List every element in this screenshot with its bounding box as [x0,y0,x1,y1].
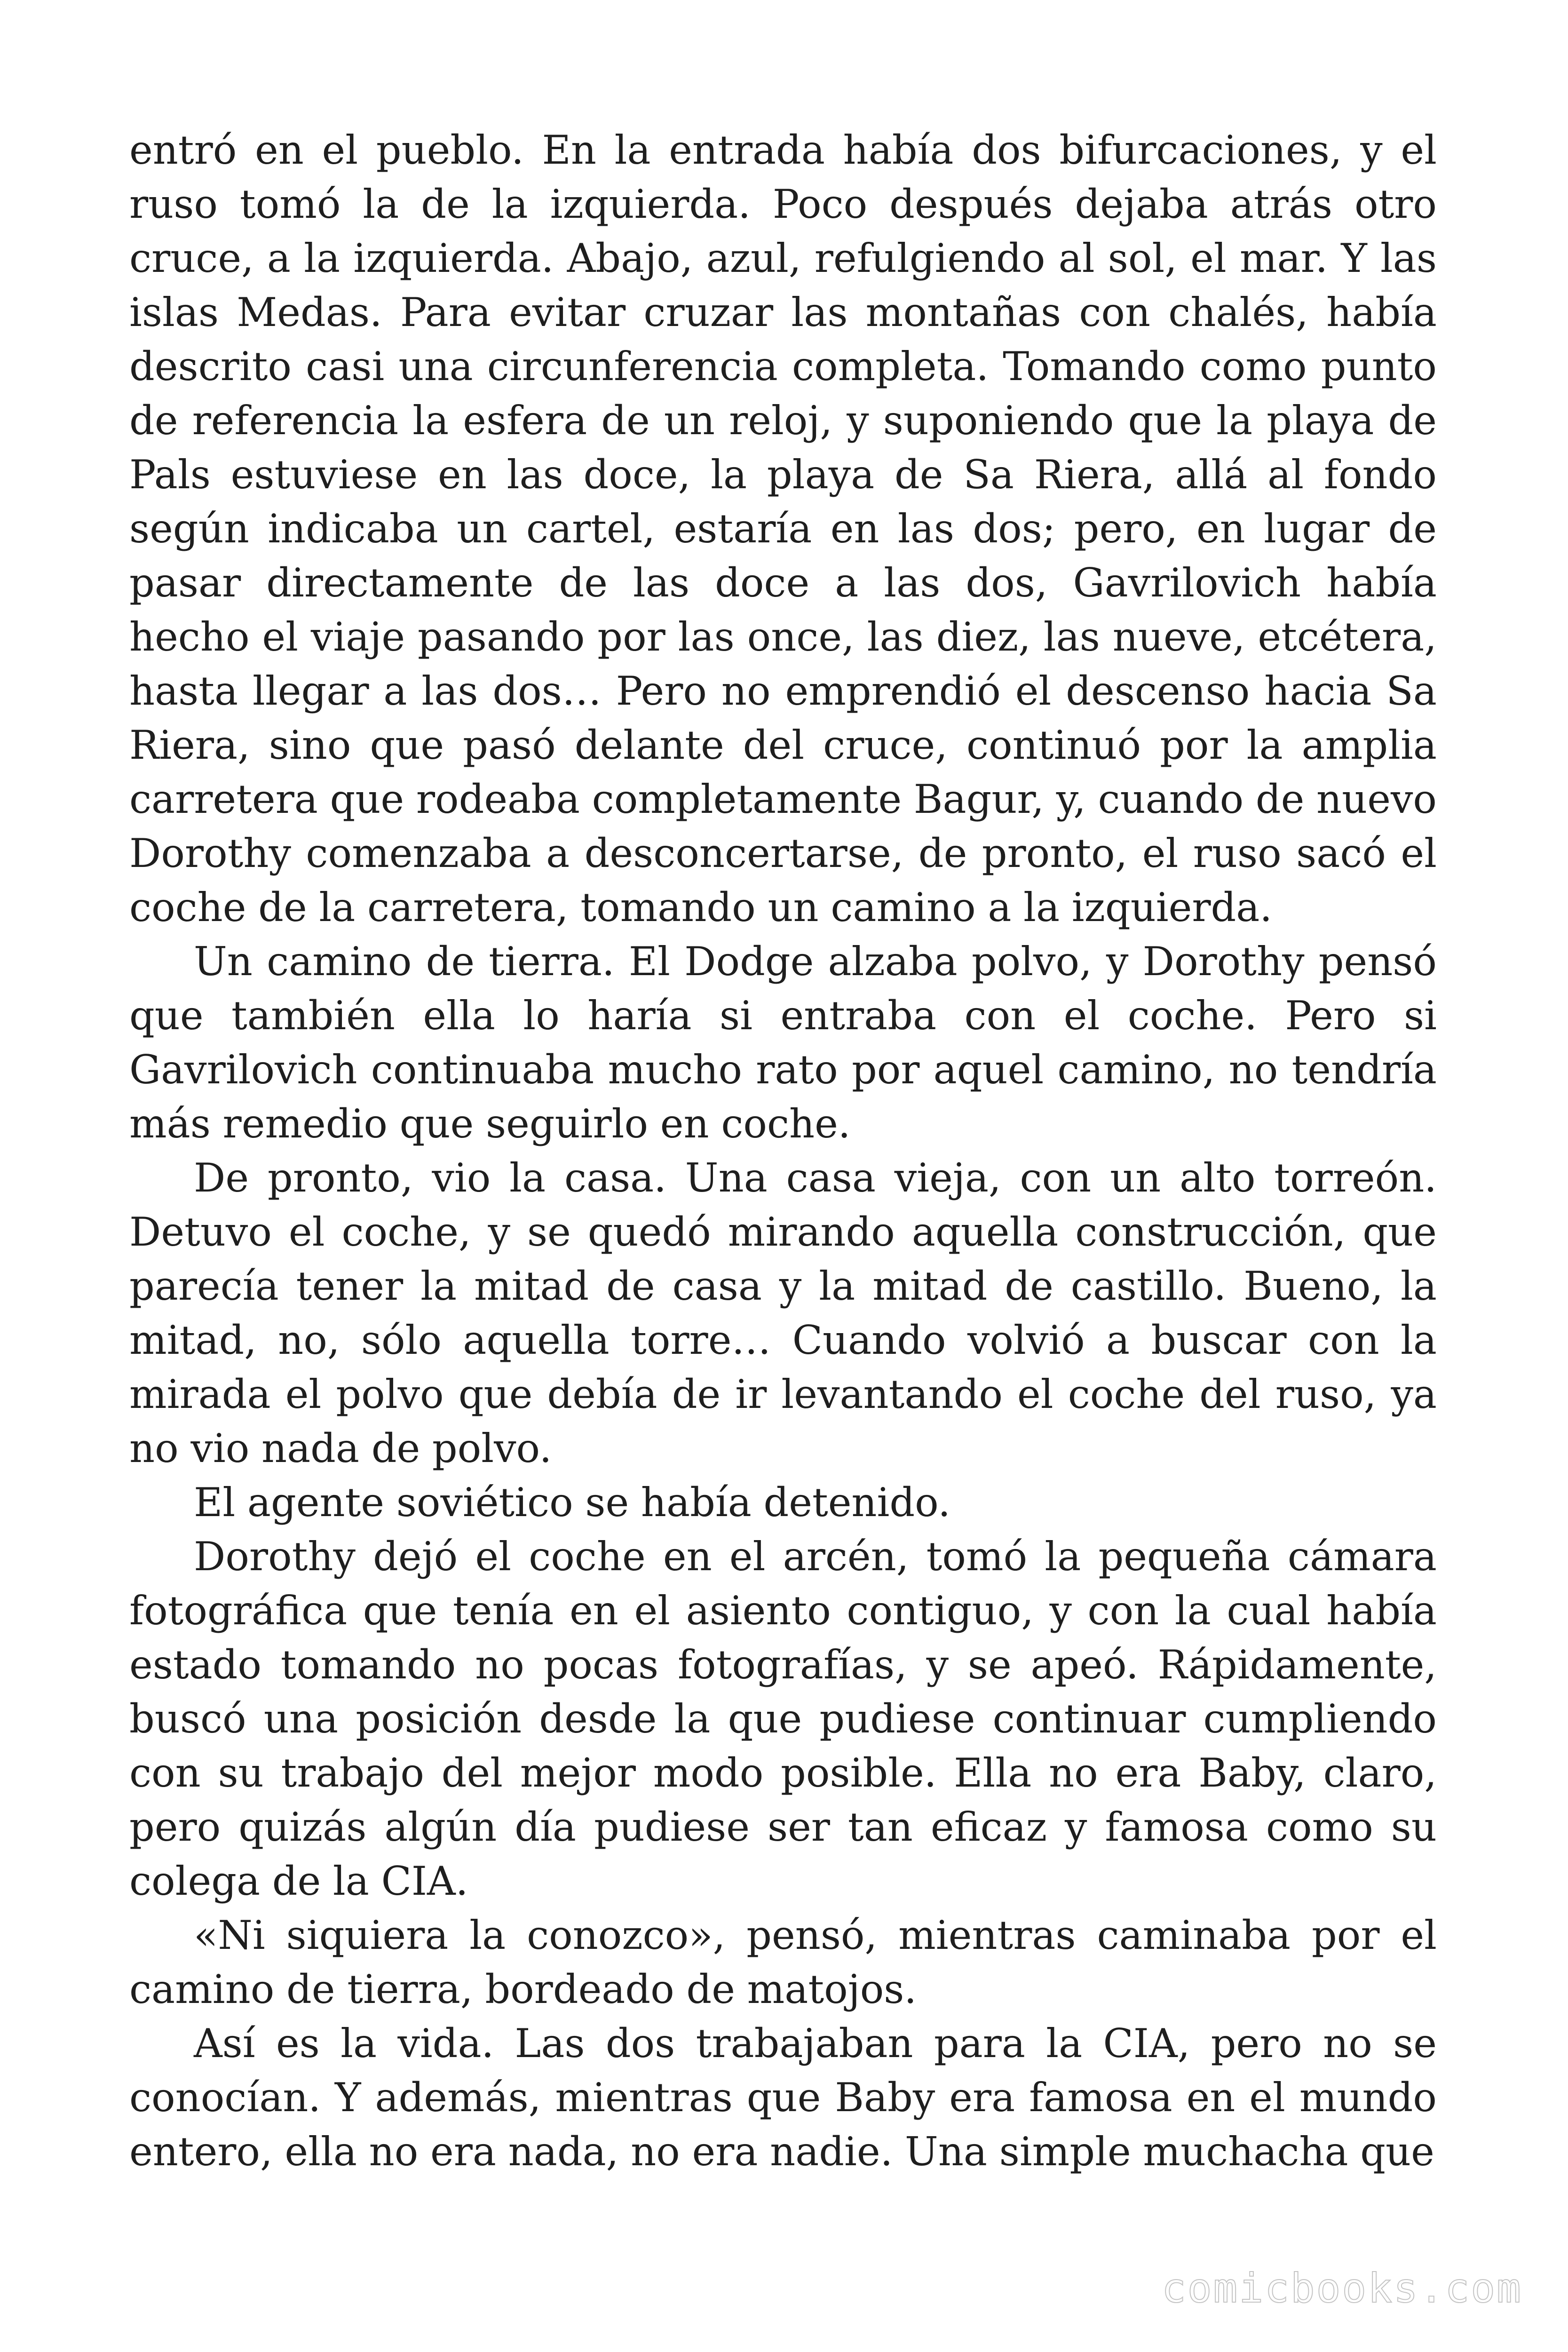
page-body [129,123,1437,2179]
paragraph-3: De pronto, vio la casa. Una casa vieja, con un alto torreón. Detuvo el coche, y se quedó mirando aquella construcción, que parecía tener la mitad de casa y la mitad de castillo. Bueno, la mitad, no, sólo aquella torre… Cuando volvió a buscar con la mirada el polvo que debía de ir levantando el coche del ruso, ya no vio nada de polvo. [129,1155,1437,1471]
paragraph-4: El agente soviético se había detenido. [194,1479,950,1526]
paragraph-1: entró en el pueblo. En la entrada había dos bifurcaciones, y el ruso tomó la de la izquierda. Poco después dejaba atrás otro cruce, a la izquierda. Abajo, azul, refulgiendo al sol, el mar. Y las islas Medas. Para evitar cruzar las montañas con chalés, había descrito casi una circunferencia completa. Tomando como punto de referencia la esfera de un reloj, y suponiendo que la playa de Pals estuviese en las doce, la playa de Sa Riera, allá al fondo según indicaba un cartel, estaría en las dos; pero, en lugar de pasar directamente de las doce a las dos, Gavrilovich había hecho el viaje pasando por las once, las diez, las nueve, etcétera, hasta llegar a las dos… Pero no emprendió el descenso hacia Sa Riera, sino que pasó delante del cruce, continuó por la amplia carretera que rodeaba completamente Bagur, y, cuando de nuevo Dorothy comenzaba a desconcertarse, de pronto, el ruso sacó el coche de la carretera, tomando un camino a la izquierda. [129,127,1437,930]
watermark: comicbooks.com [1162,2265,1522,2312]
paragraph-2: Un camino de tierra. El Dodge alzaba polvo, y Dorothy pensó que también ella lo haría si entraba con el coche. Pero si Gavrilovich continuaba mucho rato por aquel camino, no tendría más remedio que seguirlo en coche. [129,938,1437,1147]
paragraph-6: «Ni siquiera la conozco», pensó, mientras caminaba por el camino de tierra, bordeado de matojos. [129,1912,1437,2012]
paragraph-7: Así es la vida. Las dos trabajaban para la CIA, pero no se conocían. Y además, mientras que Baby era famosa en el mundo entero, ella no era nada, no era nadie. Una simple muchacha que [129,2020,1437,2175]
paragraph-5: Dorothy dejó el coche en el arcén, tomó la pequeña cámara fotográfica que tenía en el asiento contiguo, y con la cual había estado tomando no pocas fotografías, y se apeó. Rápidamente, buscó una posición desde la que pudiese continuar cumpliendo con su trabajo del mejor modo posible. Ella no era Baby, claro, pero quizás algún día pudiese ser tan eficaz y famosa como su colega de la CIA. [129,1534,1437,1904]
